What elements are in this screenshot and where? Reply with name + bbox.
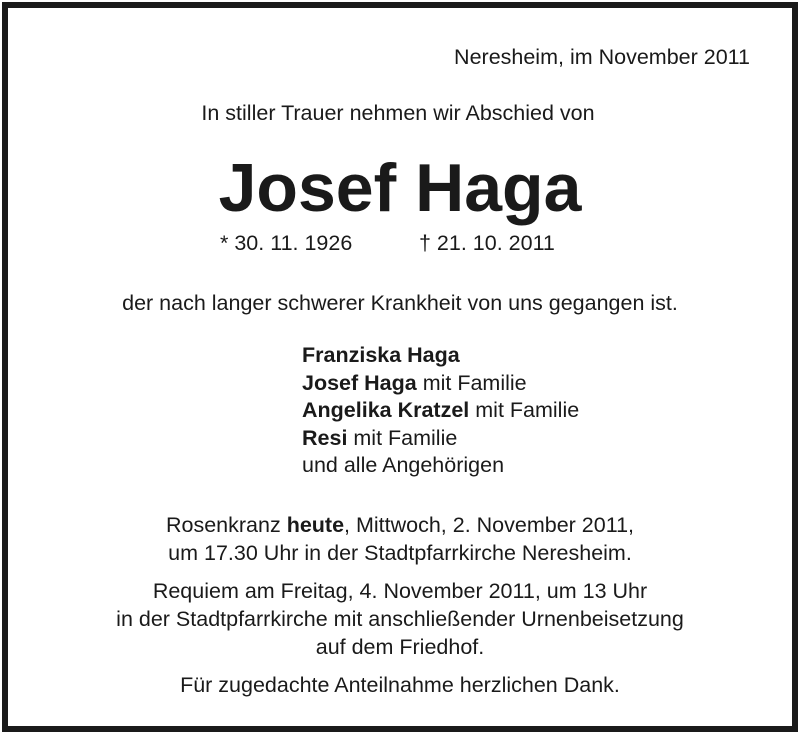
birth-date: * 30. 11. 1926	[220, 231, 353, 255]
mourner-name: Resi	[302, 425, 348, 450]
mourner-line	[302, 397, 579, 425]
rosary-emphasis: heute	[286, 513, 345, 537]
obituary-notice	[2, 2, 798, 732]
rosary-rest: , Mittwoch, 2. November 2011,	[344, 513, 635, 537]
mourner-line	[302, 425, 579, 453]
mourner-line	[302, 342, 579, 370]
rosary-line-1	[8, 512, 792, 538]
mourner-line	[302, 370, 579, 398]
mourner-line	[302, 452, 579, 480]
death-date: † 21. 10. 2011	[419, 231, 555, 255]
mourner-suffix: mit Familie	[469, 398, 580, 422]
requiem-line-3: auf dem Friedhof.	[315, 635, 485, 659]
cause-text: der nach langer schwerer Krankheit von uns gegangen ist.	[122, 291, 678, 315]
mourner-name: Josef Haga	[302, 370, 417, 395]
mourner-suffix: und alle Angehörigen	[302, 453, 505, 477]
requiem-line-2: in der Stadtpfarrkirche mit anschließender Urnenbeisetzung	[116, 607, 684, 631]
place-date: Neresheim, im November 2011	[454, 45, 750, 69]
mourner-name: Angelika Kratzel	[302, 398, 470, 422]
requiem-line-1: Requiem am Freitag, 4. November 2011, um 13 Uhr	[152, 579, 648, 603]
intro-text: In stiller Trauer nehmen wir Abschied von	[201, 101, 595, 125]
thanks-text: Für zugedachte Anteilnahme herzlichen Dank.	[180, 673, 620, 697]
mourners-list	[302, 342, 579, 480]
rosary-prefix: Rosenkranz	[165, 513, 287, 537]
rosary-line-2: um 17.30 Uhr in der Stadtpfarrkirche Neresheim.	[168, 541, 632, 565]
mourner-name: Franziska Haga	[302, 343, 460, 367]
mourner-suffix: mit Familie	[416, 370, 527, 395]
mourner-suffix: mit Familie	[347, 425, 458, 450]
deceased-name: Josef Haga	[218, 150, 582, 226]
